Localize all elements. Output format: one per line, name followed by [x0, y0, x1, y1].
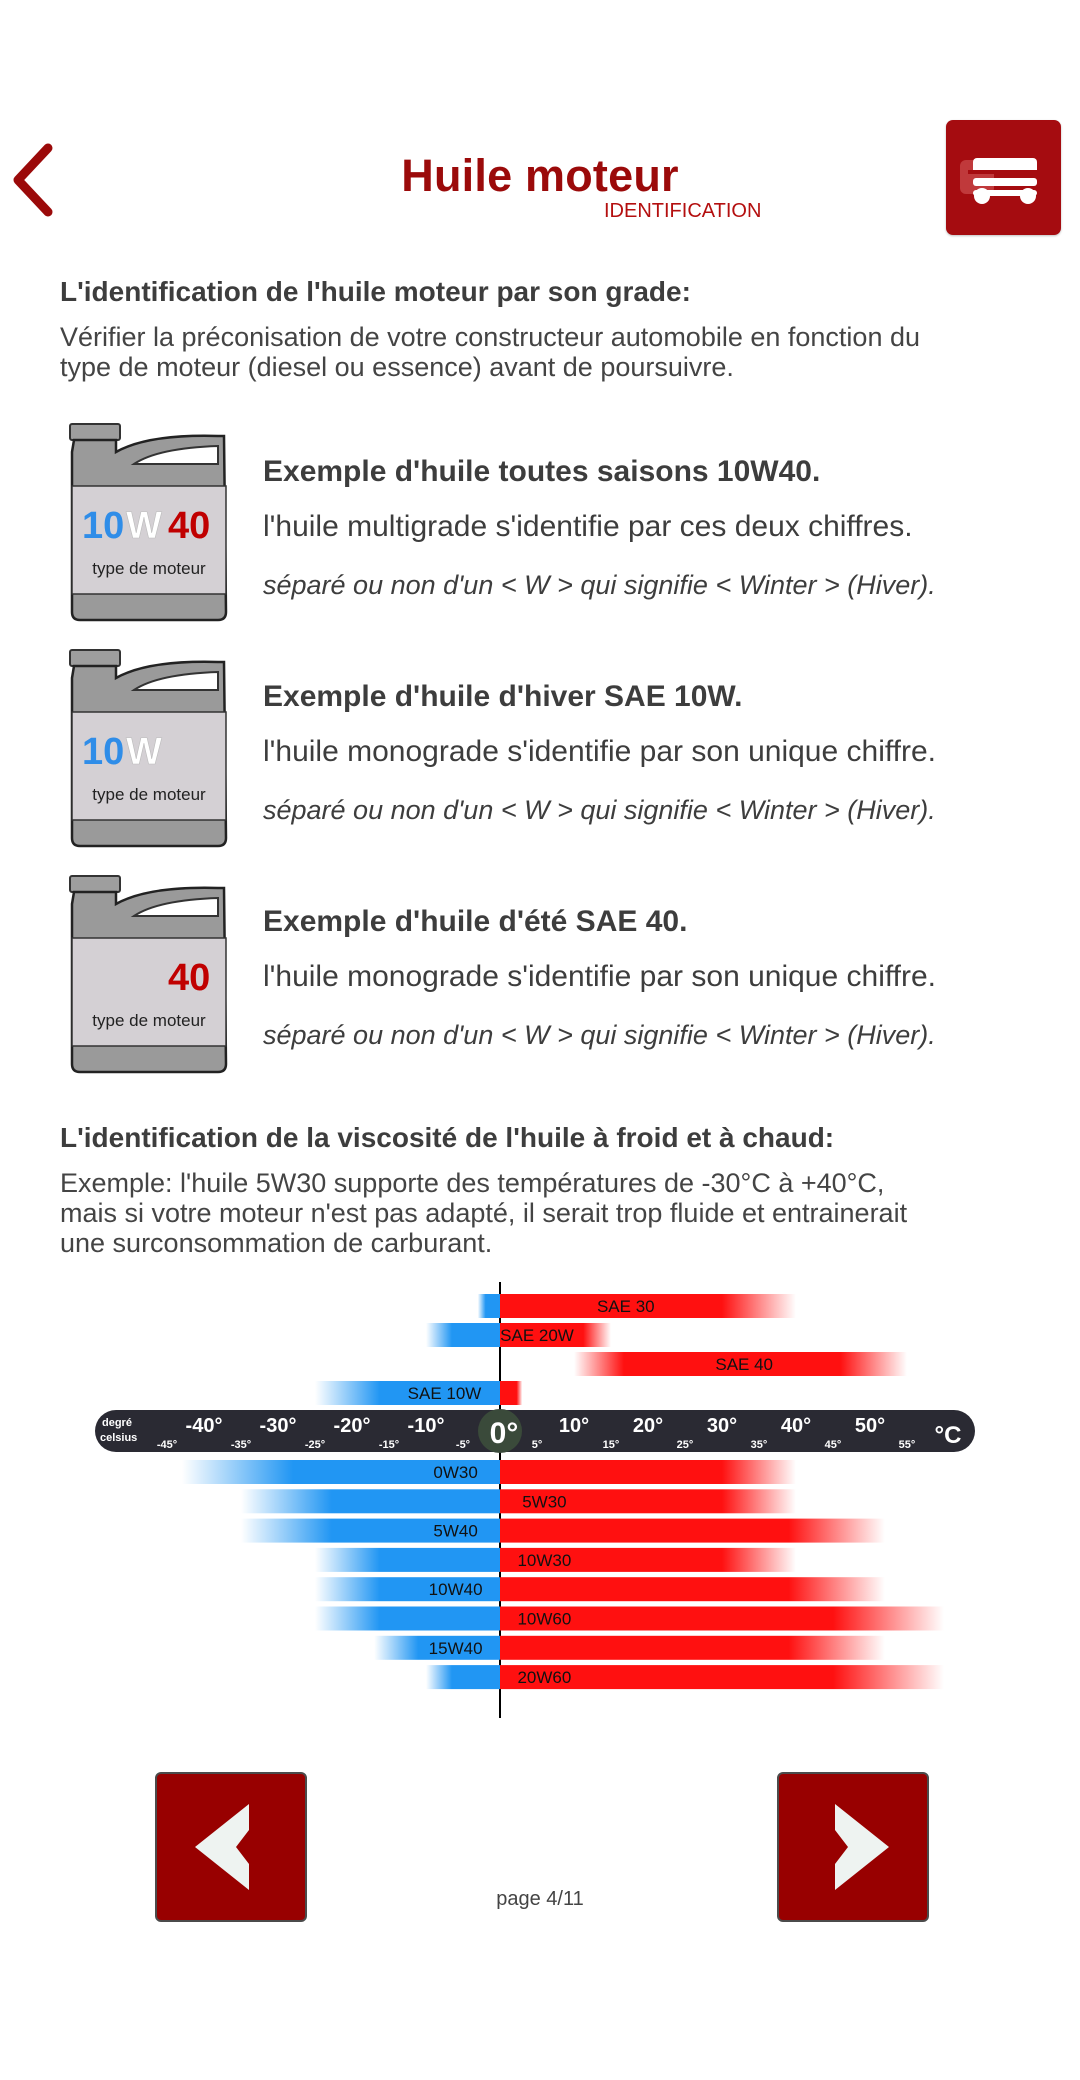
- series-label-0w30: 0W30: [433, 1463, 478, 1482]
- example-note: séparé ou non d'un < W > qui signifie < Winter > (Hiver).: [263, 795, 936, 825]
- bar-cold-10w30: [315, 1548, 500, 1572]
- oil-jug-10w: [68, 648, 230, 848]
- triangle-right-icon: [779, 1774, 927, 1920]
- jug-hot-number: 40: [168, 957, 211, 999]
- example-title: Exemple d'huile toutes saisons 10W40.: [263, 455, 821, 488]
- viscosity-line1: Exemple: l'huile 5W30 supporte des températures de -30°C à +40°C,: [60, 1168, 885, 1198]
- bar-hot-5w40: [500, 1519, 885, 1543]
- viscosity-line3: une surconsommation de carburant.: [60, 1228, 493, 1258]
- bar-cold-10w60: [315, 1607, 500, 1631]
- bar-hot-0w30: [500, 1460, 796, 1484]
- series-label-sae-40: SAE 40: [715, 1355, 774, 1374]
- viscosity-chart-svg: [90, 1280, 990, 1720]
- axis-unit-symbol: °C: [934, 1422, 962, 1449]
- jug-caption: type de moteur: [92, 1011, 206, 1030]
- page-subtitle: IDENTIFICATION: [604, 200, 762, 222]
- jug-w-letter: W: [126, 505, 162, 547]
- jug-cold-number: 10: [82, 731, 125, 773]
- axis-minor-tick: 15°: [602, 1439, 620, 1451]
- example-note: séparé ou non d'un < W > qui signifie < Winter > (Hiver).: [263, 1020, 936, 1050]
- bar-hot-sae-10w: [500, 1381, 522, 1405]
- bar-cold-sae-20w: [426, 1323, 500, 1347]
- example-line: l'huile multigrade s'identifie par ces deux chiffres.: [263, 510, 913, 543]
- series-label-sae-10w: SAE 10W: [407, 1384, 482, 1403]
- jug-w-letter: W: [126, 731, 162, 773]
- next-page-button[interactable]: [777, 1772, 929, 1922]
- axis-major-tick: -30°: [259, 1415, 297, 1437]
- series-label-10w40: 10W40: [428, 1580, 483, 1600]
- axis-major-tick: -20°: [333, 1415, 371, 1437]
- axis-minor-tick: 25°: [676, 1439, 694, 1451]
- series-label-10w30: 10W30: [517, 1550, 572, 1570]
- bar-cold-5w30: [241, 1489, 500, 1513]
- axis-minor-tick: 5°: [531, 1439, 543, 1451]
- grade-heading: L'identification de l'huile moteur par son grade:: [60, 276, 691, 307]
- bar-hot-10w40: [500, 1577, 885, 1601]
- axis-major-tick: 10°: [558, 1415, 590, 1437]
- grade-intro-line1: Vérifier la préconisation de votre constructeur automobile en fonction du: [60, 322, 920, 352]
- axis-major-tick: 30°: [706, 1415, 738, 1437]
- oil-jug-40: [68, 874, 230, 1074]
- series-label-10w60: 10W60: [517, 1609, 572, 1629]
- jug-caption: type de moteur: [92, 785, 206, 804]
- example-line: l'huile monograde s'identifie par son unique chiffre.: [263, 960, 936, 993]
- oil-jug-10w40: [68, 422, 230, 622]
- axis-major-tick: -40°: [185, 1415, 223, 1437]
- example-title: Exemple d'huile d'hiver SAE 10W.: [263, 680, 743, 713]
- axis-major-tick: 50°: [854, 1415, 886, 1437]
- jug-caption: type de moteur: [92, 559, 206, 578]
- example-title: Exemple d'huile d'été SAE 40.: [263, 905, 688, 938]
- car-button[interactable]: [946, 120, 1061, 235]
- axis-minor-tick: 55°: [898, 1439, 916, 1451]
- axis-major-tick: 40°: [780, 1415, 812, 1437]
- axis-minor-tick: -5°: [455, 1439, 471, 1451]
- axis-major-tick: 20°: [632, 1415, 664, 1437]
- axis-unit-label: celsius: [100, 1432, 138, 1444]
- series-label-20w60: 20W60: [517, 1668, 572, 1688]
- viscosity-heading: L'identification de la viscosité de l'huile à froid et à chaud:: [60, 1122, 835, 1153]
- series-label-15w40: 15W40: [428, 1638, 483, 1658]
- series-label-sae-30: SAE 30: [596, 1297, 655, 1316]
- bar-hot-15w40: [500, 1636, 885, 1660]
- viscosity-chart: [90, 1280, 990, 1720]
- series-label-sae-20w: SAE 20W: [500, 1326, 574, 1345]
- axis-major-tick: -10°: [407, 1415, 445, 1437]
- bar-cold-sae-30: [478, 1294, 500, 1318]
- axis-minor-tick: -45°: [156, 1439, 178, 1451]
- example-line: l'huile monograde s'identifie par son unique chiffre.: [263, 735, 936, 768]
- page-title: Huile moteur: [401, 150, 679, 201]
- page-indicator: page 4/11: [496, 1888, 584, 1910]
- axis-minor-tick: -35°: [230, 1439, 252, 1451]
- axis-unit-label: degré: [102, 1417, 132, 1429]
- axis-major-tick: 0°: [489, 1417, 519, 1450]
- jug-cold-number: 10: [82, 505, 125, 547]
- series-label-5w30: 5W30: [522, 1492, 567, 1512]
- axis-minor-tick: 45°: [824, 1439, 842, 1451]
- bar-cold-20w60: [426, 1665, 500, 1689]
- grade-intro-line2: type de moteur (diesel ou essence) avant de poursuivre.: [60, 352, 734, 382]
- car-icon: [946, 120, 1061, 235]
- jug-hot-number: 40: [168, 505, 211, 547]
- axis-minor-tick: -25°: [304, 1439, 326, 1451]
- viscosity-line2: mais si votre moteur n'est pas adapté, il serait trop fluide et entrainerait: [60, 1198, 908, 1228]
- axis-minor-tick: 35°: [750, 1439, 768, 1451]
- axis-minor-tick: -15°: [378, 1439, 400, 1451]
- series-label-5w40: 5W40: [433, 1521, 478, 1541]
- example-note: séparé ou non d'un < W > qui signifie < Winter > (Hiver).: [263, 570, 936, 600]
